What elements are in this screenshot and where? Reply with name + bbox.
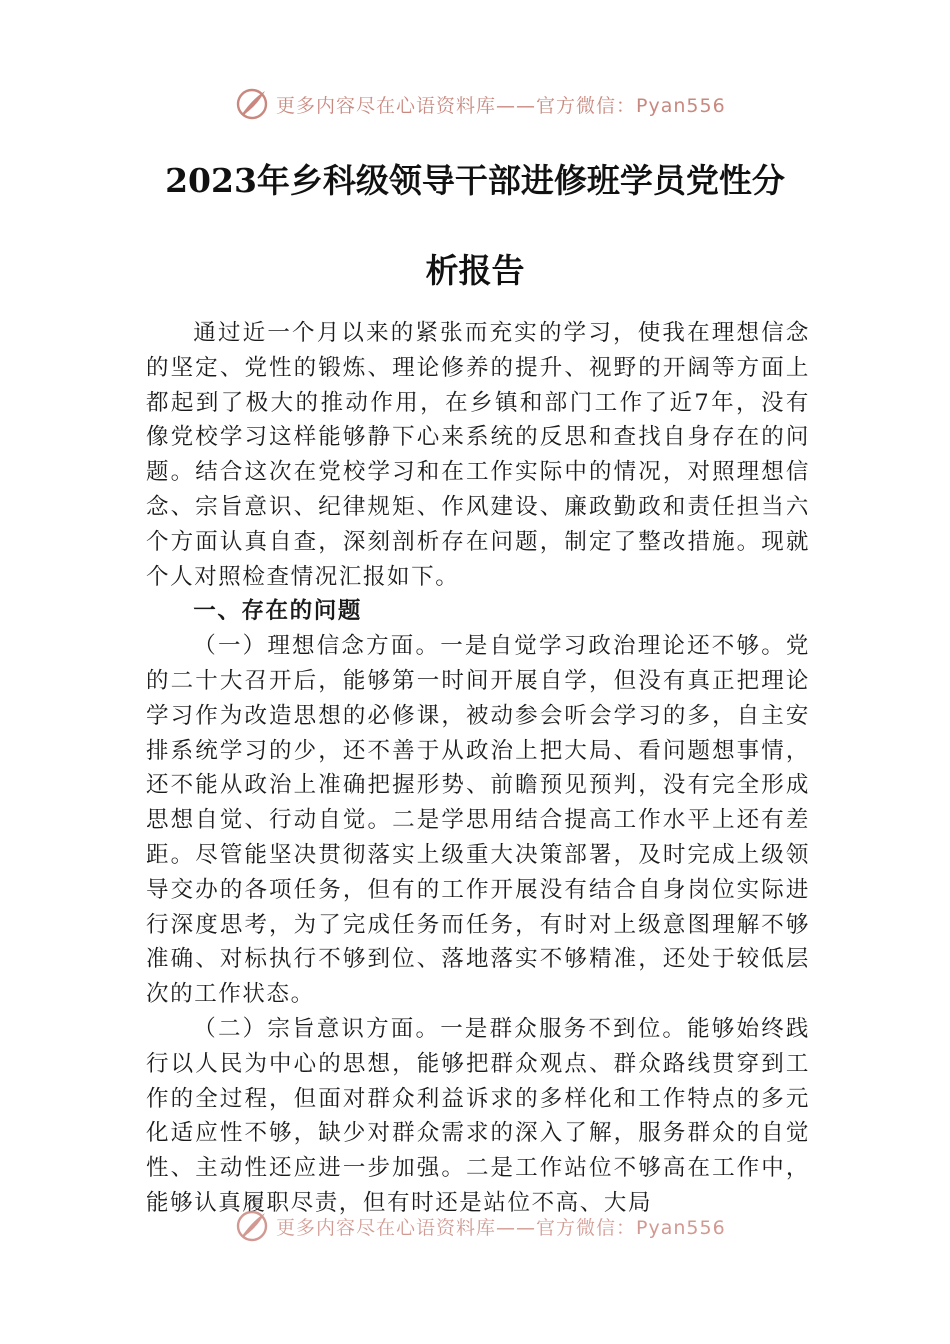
subsection-ideals-label: （一）理想信念方面。 — [193, 633, 441, 660]
quill-pen-logo-icon — [234, 86, 270, 122]
section1-heading-text: 一、存在的问题 — [193, 598, 362, 625]
document-body — [146, 316, 810, 1221]
intro-paragraph: 通过近一个月以来的紧张而充实的学习，使我在理想信念的坚定、党性的锻炼、理论修养的提升、视野的开阔等方面上都起到了极大的推动作用，在乡镇和部门工作了近7年，没有像党校学习这样能够静下心来系统的反思和查找自身存在的问题。结合这次在党校学习和在工作实际中的情况，对照理想信念、宗旨意识、纪律规矩、作风建设、廉政勤政和责任担当六个方面认真自查，深刻剖析存在问题，制定了整改措施。现就个人对照检查情况汇报如下。 — [146, 320, 810, 590]
title-line-1: 2023年乡科级领导干部进修班学员党性分 — [165, 161, 785, 200]
title-line-2: 析报告 — [425, 251, 525, 290]
quill-pen-logo-icon — [234, 1208, 270, 1244]
watermark-footer — [234, 1206, 726, 1246]
watermark-text: 更多内容尽在心语资料库——官方微信：Pyan556 — [276, 94, 726, 117]
section-heading-problems — [146, 594, 810, 629]
document-title — [100, 158, 850, 294]
watermark-header — [234, 84, 726, 124]
subsection-purpose-paragraph — [146, 1012, 810, 1221]
watermark-text: 更多内容尽在心语资料库——官方微信：Pyan556 — [276, 1216, 726, 1239]
subsection-ideals-paragraph — [146, 629, 810, 1012]
subsection-purpose-text: 一是群众服务不到位。能够始终践行以人民为中心的思想，能够把群众观点、群众路线贯穿到工作的全过程，但面对群众利益诉求的多样化和工作特点的多元化适应性不够，缺少对群众需求的深入了解，服务群众的自觉性、主动性还应进一步加强。二是工作站位不够高在工作中，能够认真履职尽责，但有时还是站位不高、大局 — [146, 1015, 810, 1216]
subsection-ideals-text: 一是自觉学习政治理论还不够。党的二十大召开后，能够第一时间开展自学，但没有真正把理论学习作为改造思想的必修课，被动参会听会学习的多，自主安排系统学习的少，还不善于从政治上把大局、看问题想事情，还不能从政治上准确把握形势、前瞻预见预判，没有完全形成思想自觉、行动自觉。二是学思用结合提高工作水平上还有差距。尽管能坚决贯彻落实上级重大决策部署，及时完成上级领导交办的各项任务，但有的工作开展没有结合自身岗位实际进行深度思考，为了完成任务而任务，有时对上级意图理解不够准确、对标执行不够到位、落地落实不够精准，还处于较低层次的工作状态。 — [146, 633, 810, 1008]
subsection-purpose-label: （二）宗旨意识方面。 — [193, 1015, 441, 1042]
